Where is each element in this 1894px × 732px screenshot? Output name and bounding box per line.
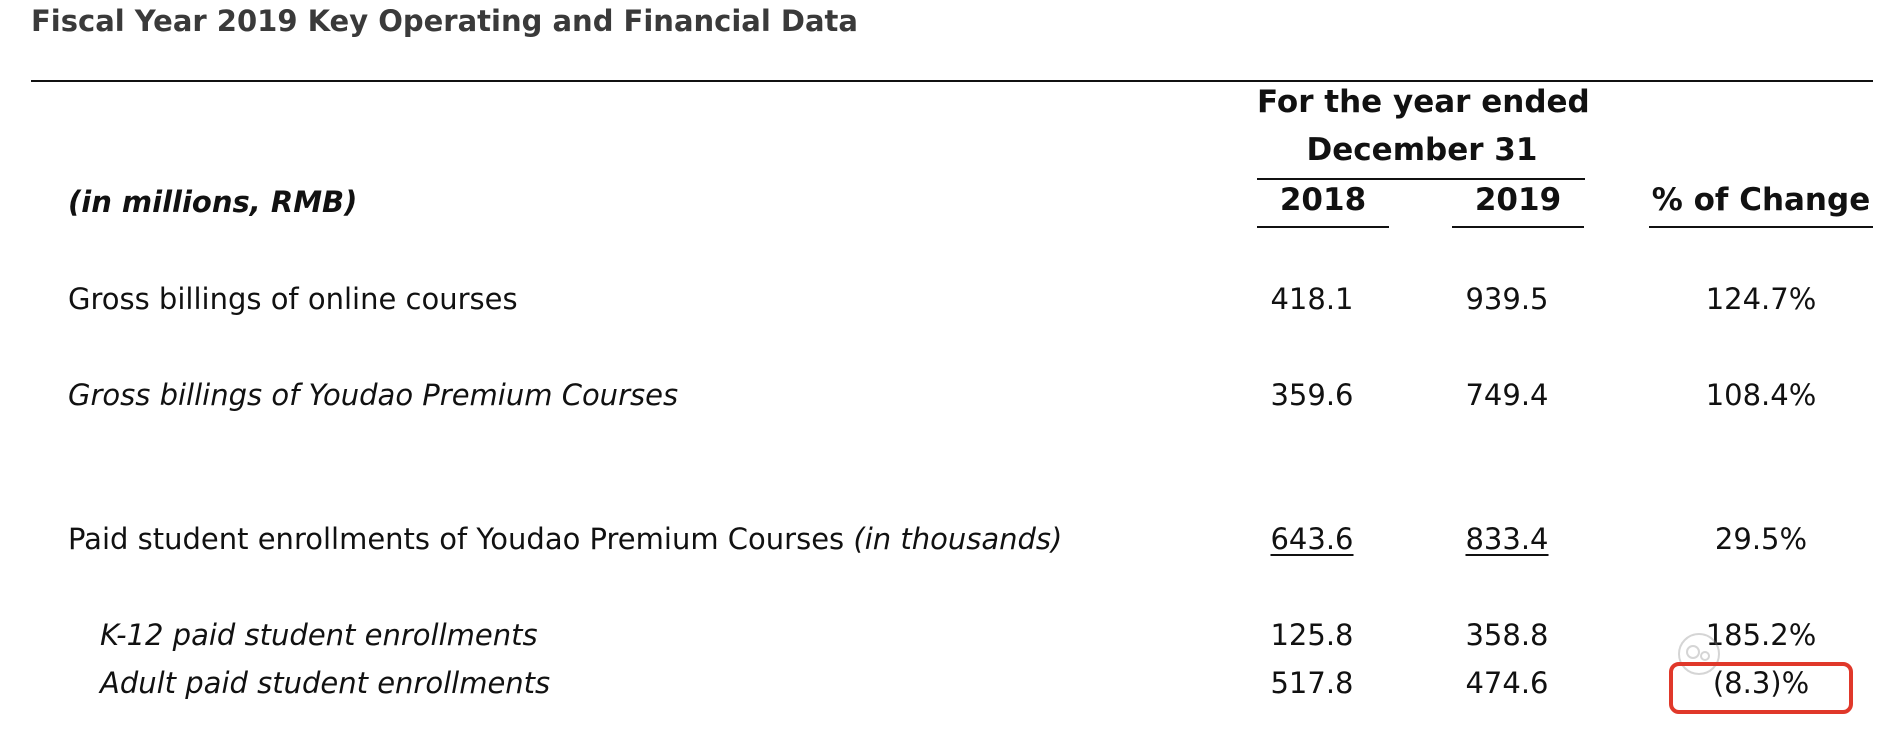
row-label-text: Paid student enrollments of Youdao Premium Courses xyxy=(68,522,845,556)
period-header-underline xyxy=(1257,178,1585,180)
value-2019: 749.4 xyxy=(1465,378,1549,412)
value-2019 xyxy=(1437,522,1577,556)
value-2018: 418.1 xyxy=(1270,282,1354,316)
column-header-2019: 2019 xyxy=(1474,182,1562,218)
row-label-paid-enrollments xyxy=(68,522,1062,556)
column-2018-underline xyxy=(1257,226,1389,228)
value-change: (8.3)% xyxy=(1712,666,1810,700)
value-change: 29.5% xyxy=(1714,522,1808,556)
column-header-change: % of Change xyxy=(1651,182,1871,218)
row-label-suffix: (in thousands) xyxy=(853,522,1063,556)
row-label-gross-billings-online: Gross billings of online courses xyxy=(68,282,518,316)
table-title: Fiscal Year 2019 Key Operating and Financial Data xyxy=(31,4,858,38)
value-change: 124.7% xyxy=(1705,282,1817,316)
watermark-badge xyxy=(1669,662,1853,714)
value-change: 185.2% xyxy=(1705,618,1817,652)
value-2018: 125.8 xyxy=(1270,618,1354,652)
row-label-adult-enrollments: Adult paid student enrollments xyxy=(100,666,551,700)
value-2019: 939.5 xyxy=(1465,282,1549,316)
value-2018 xyxy=(1242,522,1382,556)
value-2018-text: 643.6 xyxy=(1270,522,1354,556)
column-change-underline xyxy=(1649,226,1873,228)
value-2019: 358.8 xyxy=(1465,618,1549,652)
row-label-k12-enrollments: K-12 paid student enrollments xyxy=(100,618,538,652)
units-label: (in millions, RMB) xyxy=(68,185,358,219)
column-2019-underline xyxy=(1452,226,1584,228)
value-change: 108.4% xyxy=(1705,378,1817,412)
period-header-line1: For the year ended xyxy=(1257,84,1590,120)
period-header-line2: December 31 xyxy=(1306,132,1538,168)
value-2018: 517.8 xyxy=(1270,666,1354,700)
row-label-gross-billings-premium: Gross billings of Youdao Premium Courses xyxy=(68,378,679,412)
value-2018: 359.6 xyxy=(1270,378,1354,412)
column-header-2018: 2018 xyxy=(1279,182,1367,218)
top-rule xyxy=(31,80,1873,82)
value-2019-text: 833.4 xyxy=(1465,522,1549,556)
value-2019: 474.6 xyxy=(1465,666,1549,700)
